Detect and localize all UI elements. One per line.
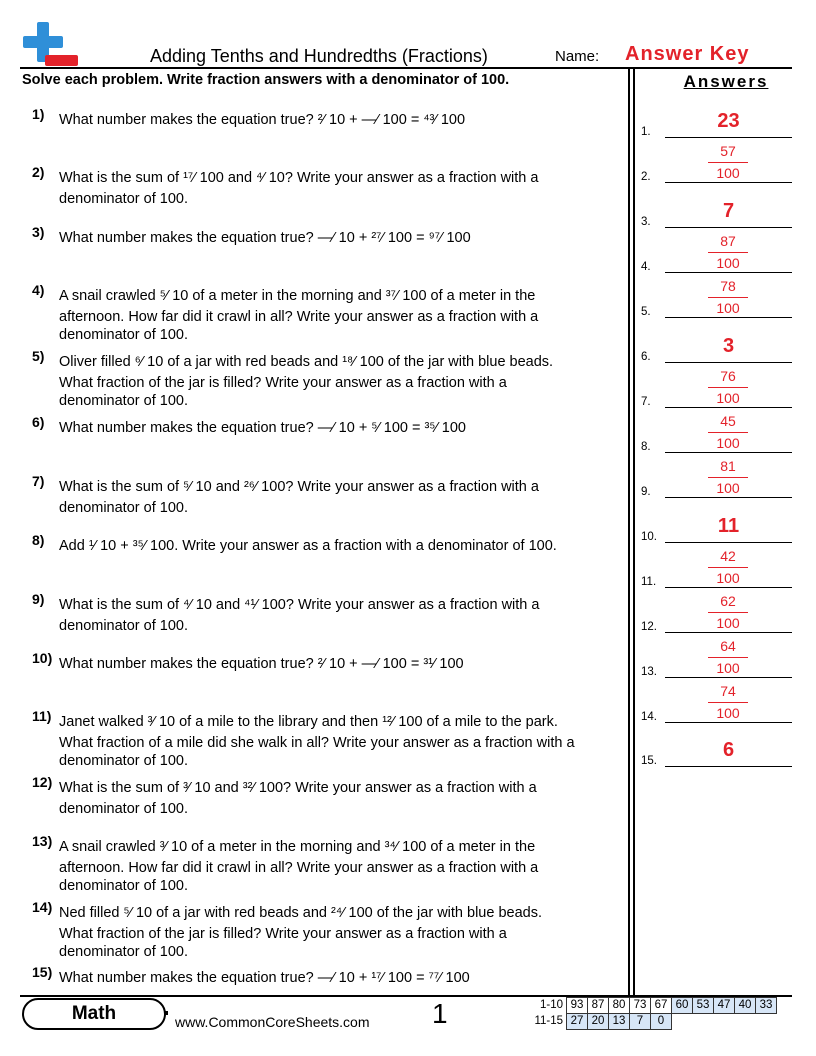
question-item xyxy=(22,650,632,675)
answer-number: 9. xyxy=(641,486,651,498)
page-number: 1 xyxy=(432,998,448,1029)
answer-fraction xyxy=(708,458,748,496)
question-line: What fraction of the jar is filled? Write your answer as a fraction with a xyxy=(59,926,507,942)
answer-line xyxy=(665,587,792,588)
fraction-bar xyxy=(708,432,748,433)
question-line: denominator of 100. xyxy=(59,500,188,516)
score-cell: 67 xyxy=(651,998,672,1014)
answer-row xyxy=(640,140,792,185)
answer-denominator: 100 xyxy=(716,615,740,631)
name-label: Name: xyxy=(555,48,600,65)
answer-line xyxy=(665,272,792,273)
question-item xyxy=(22,164,632,210)
question-item xyxy=(22,473,632,519)
question-number: 15) xyxy=(32,964,53,980)
answer-numerator: 74 xyxy=(720,683,736,699)
answer-fraction xyxy=(708,143,748,181)
score-cell: 33 xyxy=(756,998,777,1014)
score-cell: 93 xyxy=(567,998,588,1014)
answer-numerator: 78 xyxy=(720,278,736,294)
answer-line xyxy=(665,137,792,138)
answer-key-label: Answer Key xyxy=(625,43,750,65)
answer-denominator: 100 xyxy=(716,165,740,181)
question-item xyxy=(22,708,632,772)
logo-plus-horizontal xyxy=(23,36,63,48)
answer-line xyxy=(665,542,792,543)
question-line: Ned filled ⁵⁄ 10 of a jar with red beads and ²⁴⁄ 100 of the jar with blue beads. xyxy=(59,905,542,921)
logo-minus xyxy=(45,55,78,66)
question-line: What is the sum of ⁵⁄ 10 and ²⁶⁄ 100? Write your answer as a fraction with a xyxy=(59,479,539,495)
answer-denominator: 100 xyxy=(716,480,740,496)
website-link[interactable]: www.CommonCoreSheets.com xyxy=(175,1014,370,1030)
answer-row xyxy=(640,320,792,365)
question-number: 8) xyxy=(32,532,45,548)
question-number: 3) xyxy=(32,224,45,240)
worksheet-title: Adding Tenths and Hundredths (Fractions) xyxy=(150,46,488,66)
question-line: What number makes the equation true? ―⁄ 10 + ⁵⁄ 100 = ³⁵⁄ 100 xyxy=(59,420,466,436)
question-line: afternoon. How far did it crawl in all? Write your answer as a fraction with a xyxy=(59,860,539,876)
answer-line xyxy=(665,317,792,318)
fraction-bar xyxy=(708,567,748,568)
answer-row xyxy=(640,724,792,769)
answer-line xyxy=(665,497,792,498)
question-line: afternoon. How far did it crawl in all? Write your answer as a fraction with a xyxy=(59,309,539,325)
score-row-label: 1-10 xyxy=(539,999,563,1011)
fraction-bar xyxy=(708,702,748,703)
question-line: denominator of 100. xyxy=(59,878,188,894)
fraction-bar xyxy=(708,162,748,163)
answers-heading: Answers xyxy=(683,72,769,91)
answer-number: 5. xyxy=(641,306,651,318)
score-cell: 27 xyxy=(567,1014,588,1030)
question-number: 11) xyxy=(32,708,52,724)
answer-value: 23 xyxy=(717,110,740,132)
answer-number: 14. xyxy=(641,711,657,723)
fraction-bar xyxy=(708,252,748,253)
answer-line xyxy=(665,722,792,723)
answer-line xyxy=(665,362,792,363)
answer-fraction xyxy=(708,638,748,676)
question-item xyxy=(22,774,632,820)
score-cell: 87 xyxy=(588,998,609,1014)
answer-fraction xyxy=(708,368,748,406)
question-number: 5) xyxy=(32,348,45,364)
question-line: Add ¹⁄ 10 + ³⁵⁄ 100. Write your answer as a fraction with a denominator of 100. xyxy=(59,538,557,554)
answer-numerator: 62 xyxy=(720,593,736,609)
question-number: 13) xyxy=(32,833,53,849)
answer-line xyxy=(665,677,792,678)
answer-number: 10. xyxy=(641,531,657,543)
question-line: Janet walked ³⁄ 10 of a mile to the library and then ¹²⁄ 100 of a mile to the park. xyxy=(59,714,558,730)
answer-row xyxy=(640,680,792,725)
question-number: 12) xyxy=(32,774,53,790)
question-line: denominator of 100. xyxy=(59,191,188,207)
answer-denominator: 100 xyxy=(716,435,740,451)
question-item xyxy=(22,282,632,346)
question-item xyxy=(22,106,632,131)
question-item xyxy=(22,899,632,963)
question-line: What number makes the equation true? ―⁄ 10 + ²⁷⁄ 100 = ⁹⁷⁄ 100 xyxy=(59,230,471,246)
answer-numerator: 42 xyxy=(720,548,736,564)
question-line: denominator of 100. xyxy=(59,393,188,409)
answer-line xyxy=(665,407,792,408)
answer-fraction xyxy=(708,683,748,721)
answer-numerator: 64 xyxy=(720,638,736,654)
question-line: denominator of 100. xyxy=(59,753,188,769)
answer-fraction xyxy=(708,278,748,316)
answer-fraction xyxy=(708,593,748,631)
answer-value: 11 xyxy=(717,515,740,537)
answer-number: 8. xyxy=(641,441,651,453)
score-cell: 53 xyxy=(693,998,714,1014)
question-line: What fraction of the jar is filled? Write your answer as a fraction with a xyxy=(59,375,507,391)
question-line: Oliver filled ⁶⁄ 10 of a jar with red beads and ¹⁸⁄ 100 of the jar with blue beads. xyxy=(59,354,554,370)
score-cell: 0 xyxy=(651,1014,672,1030)
answer-row xyxy=(640,365,792,410)
answer-value: 7 xyxy=(722,200,735,222)
question-line: What is the sum of ¹⁷⁄ 100 and ⁴⁄ 10? Write your answer as a fraction with a xyxy=(59,170,539,186)
answer-numerator: 76 xyxy=(720,368,736,384)
answer-denominator: 100 xyxy=(716,660,740,676)
answer-denominator: 100 xyxy=(716,300,740,316)
question-number: 1) xyxy=(32,106,45,122)
subject-badge: Math xyxy=(22,998,166,1030)
answer-row xyxy=(640,545,792,590)
score-cell: 40 xyxy=(735,998,756,1014)
question-number: 9) xyxy=(32,591,45,607)
question-item xyxy=(22,591,632,637)
score-empty xyxy=(714,1014,735,1030)
answer-number: 6. xyxy=(641,351,651,363)
question-item xyxy=(22,348,632,412)
score-cell: 60 xyxy=(672,998,693,1014)
answer-row xyxy=(640,455,792,500)
score-cell: 7 xyxy=(630,1014,651,1030)
answer-line xyxy=(665,766,792,767)
answer-denominator: 100 xyxy=(716,255,740,271)
question-line: denominator of 100. xyxy=(59,618,188,634)
score-cell: 47 xyxy=(714,998,735,1014)
answer-number: 11. xyxy=(641,576,657,588)
score-cell: 80 xyxy=(609,998,630,1014)
column-divider xyxy=(633,68,635,995)
answer-row xyxy=(640,500,792,545)
question-line: denominator of 100. xyxy=(59,327,188,343)
question-number: 6) xyxy=(32,414,45,430)
answer-number: 13. xyxy=(641,666,657,678)
answer-numerator: 57 xyxy=(720,143,736,159)
question-line: denominator of 100. xyxy=(59,944,188,960)
instructions: Solve each problem. Write fraction answers with a denominator of 100. xyxy=(22,72,510,88)
answer-row xyxy=(640,95,792,140)
answer-fraction xyxy=(708,413,748,451)
question-line: A snail crawled ³⁄ 10 of a meter in the morning and ³⁴⁄ 100 of a meter in the xyxy=(59,839,536,855)
answer-number: 3. xyxy=(641,216,651,228)
answer-numerator: 81 xyxy=(720,458,736,474)
fraction-bar xyxy=(708,612,748,613)
score-cell: 20 xyxy=(588,1014,609,1030)
answer-row xyxy=(640,185,792,230)
fraction-bar xyxy=(708,297,748,298)
question-line: What is the sum of ⁴⁄ 10 and ⁴¹⁄ 100? Write your answer as a fraction with a xyxy=(59,597,540,613)
answer-numerator: 87 xyxy=(720,233,736,249)
question-line: What number makes the equation true? ²⁄ 10 + ―⁄ 100 = ⁴³⁄ 100 xyxy=(59,112,466,128)
answer-fraction xyxy=(708,233,748,271)
answer-numerator: 45 xyxy=(720,413,736,429)
score-row xyxy=(527,998,777,1014)
question-line: A snail crawled ⁵⁄ 10 of a meter in the morning and ³⁷⁄ 100 of a meter in the xyxy=(59,288,536,304)
question-number: 10) xyxy=(32,650,53,666)
question-line: denominator of 100. xyxy=(59,801,188,817)
fraction-bar xyxy=(708,477,748,478)
score-empty xyxy=(735,1014,756,1030)
answer-denominator: 100 xyxy=(716,570,740,586)
answer-value: 3 xyxy=(722,335,735,357)
answer-number: 2. xyxy=(641,171,651,183)
answer-row xyxy=(640,410,792,455)
question-line: What fraction of a mile did she walk in all? Write your answer as a fraction with a xyxy=(59,735,575,751)
answer-number: 4. xyxy=(641,261,651,273)
question-number: 7) xyxy=(32,473,45,489)
score-empty xyxy=(756,1014,777,1030)
question-item xyxy=(22,414,632,439)
answer-denominator: 100 xyxy=(716,705,740,721)
score-empty xyxy=(672,1014,693,1030)
header-rule xyxy=(20,67,792,69)
answer-number: 7. xyxy=(641,396,651,408)
score-cell: 13 xyxy=(609,1014,630,1030)
answer-row xyxy=(640,230,792,275)
fraction-bar xyxy=(708,387,748,388)
question-line: What is the sum of ³⁄ 10 and ³²⁄ 100? Write your answer as a fraction with a xyxy=(59,780,537,796)
answer-line xyxy=(665,227,792,228)
question-line: What number makes the equation true? ²⁄ 10 + ―⁄ 100 = ³¹⁄ 100 xyxy=(59,656,464,672)
score-cell: 73 xyxy=(630,998,651,1014)
score-table xyxy=(527,997,777,1030)
question-line: What number makes the equation true? ―⁄ 10 + ¹⁷⁄ 100 = ⁷⁷⁄ 100 xyxy=(59,970,470,986)
answer-value: 6 xyxy=(722,739,735,761)
score-row-label: 11-15 xyxy=(534,1015,563,1027)
question-item xyxy=(22,532,632,557)
answer-line xyxy=(665,632,792,633)
answer-denominator: 100 xyxy=(716,390,740,406)
question-number: 14) xyxy=(32,899,53,915)
question-item xyxy=(22,833,632,897)
answer-number: 15. xyxy=(641,755,657,767)
score-row xyxy=(527,1014,777,1030)
answer-row xyxy=(640,635,792,680)
answer-number: 1. xyxy=(641,126,651,138)
answer-line xyxy=(665,452,792,453)
question-number: 4) xyxy=(32,282,45,298)
answer-row xyxy=(640,590,792,635)
answer-number: 12. xyxy=(641,621,657,633)
fraction-bar xyxy=(708,657,748,658)
question-item xyxy=(22,964,632,989)
score-empty xyxy=(693,1014,714,1030)
question-item xyxy=(22,224,632,249)
answer-fraction xyxy=(708,548,748,586)
answer-line xyxy=(665,182,792,183)
answer-row xyxy=(640,275,792,320)
question-number: 2) xyxy=(32,164,45,180)
